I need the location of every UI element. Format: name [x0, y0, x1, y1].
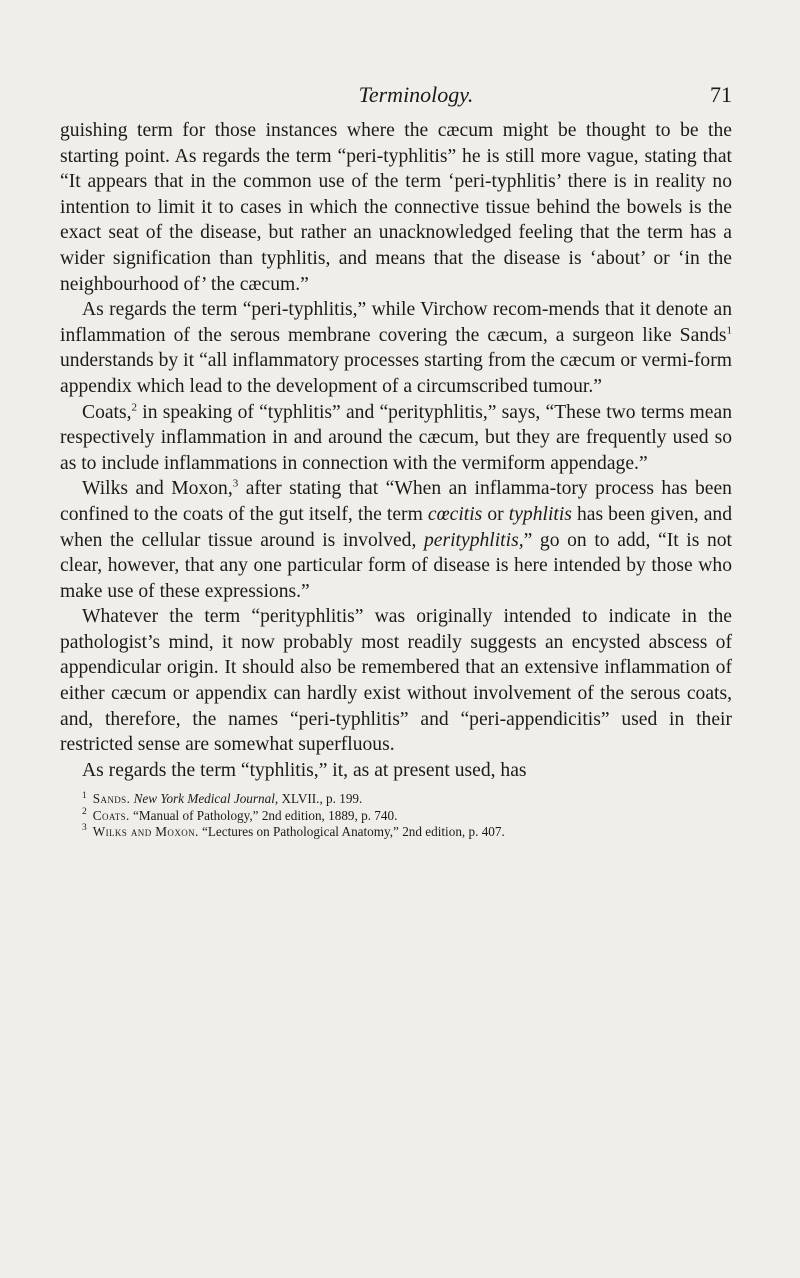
paragraph-typhlitis: As regards the term “typhlitis,” it, as at present used, has — [82, 759, 527, 781]
running-head — [60, 80, 732, 114]
footnote-1: $^1$ Sands. New York Medical Journal, XLVII., p. 199. — [82, 791, 363, 807]
footnote-ref-3[interactable]: 3 — [232, 477, 239, 490]
book-page — [60, 80, 732, 840]
paragraph-wilks-moxon: Wilks and Moxon,$^3$ after stating that “When an inflamma-tory process has been confined to the coats of the gut itself, the term cœcitis or typhlitis has been given, and when the cellular tissue around is involved, perityphlitis,” go on to add, “It is not clear, however, that any one particular form of disease is here intended by those who make use of these expressions.” — [60, 477, 733, 602]
footnote-3: $^3$ Wilks and Moxon. “Lectures on Pathological Anatomy,” 2nd edition, p. 407. — [82, 823, 505, 839]
footnotes — [60, 791, 732, 840]
paragraph-coats: Coats,$^2$ in speaking of “typhlitis” and “perityphlitis,” says, “These two terms mean respectively inflammation in and around the cæcum, but they are frequently used so as to include inflammations in connection with the vermiform appendage.” — [60, 401, 732, 474]
footnote-ref-2[interactable]: 2 — [131, 401, 138, 413]
paragraph-virchow-sands: As regards the term “peri-typhlitis,” while Virchow recom-mends that it denote an inflammation of the serous membrane covering the cæcum, a surgeon like Sands$^1$ understands by it “all inflammatory processes starting from the cæcum or vermi-form appendix which lead to the development of a circumscribed tumour.” — [60, 299, 732, 397]
paragraph-whatever: Whatever the term “perityphlitis” was originally intended to indicate in the pathologist’s mind, it now probably most readily suggests an encysted abscess of appendicular origin. It should also be remembered that an extensive inflammation of either cæcum or appendix can hardly exist without involvement of the serous coats, and, therefore, the names “peri-typhlitis” and “peri-appendicitis” used in their restricted sense are somewhat superfluous. — [60, 606, 732, 756]
page-number: 71 — [710, 82, 732, 107]
paragraph-continued: guishing term for those instances where the cæcum might be thought to be the starting point. As regards the term “peri-typhlitis” he is still more vague, stating that “It appears that in the common use of the term ‘peri-typhlitis’ there is in reality no intention to limit it to cases in which the connective tissue behind the bowels is the exact seat of the disease, but rather an unacknowledged feeling that the term has a wider signification than typhlitis, and means that the disease is ‘about’ or ‘in the neighbourhood of’ the cæcum.” — [60, 120, 732, 295]
footnote-2: $^2$ Coats. “Manual of Pathology,” 2nd edition, 1889, p. 740. — [82, 807, 398, 823]
footnote-ref-1[interactable]: 1 — [726, 324, 732, 337]
chapter-title: Terminology. — [358, 82, 474, 107]
body-text — [60, 118, 732, 783]
